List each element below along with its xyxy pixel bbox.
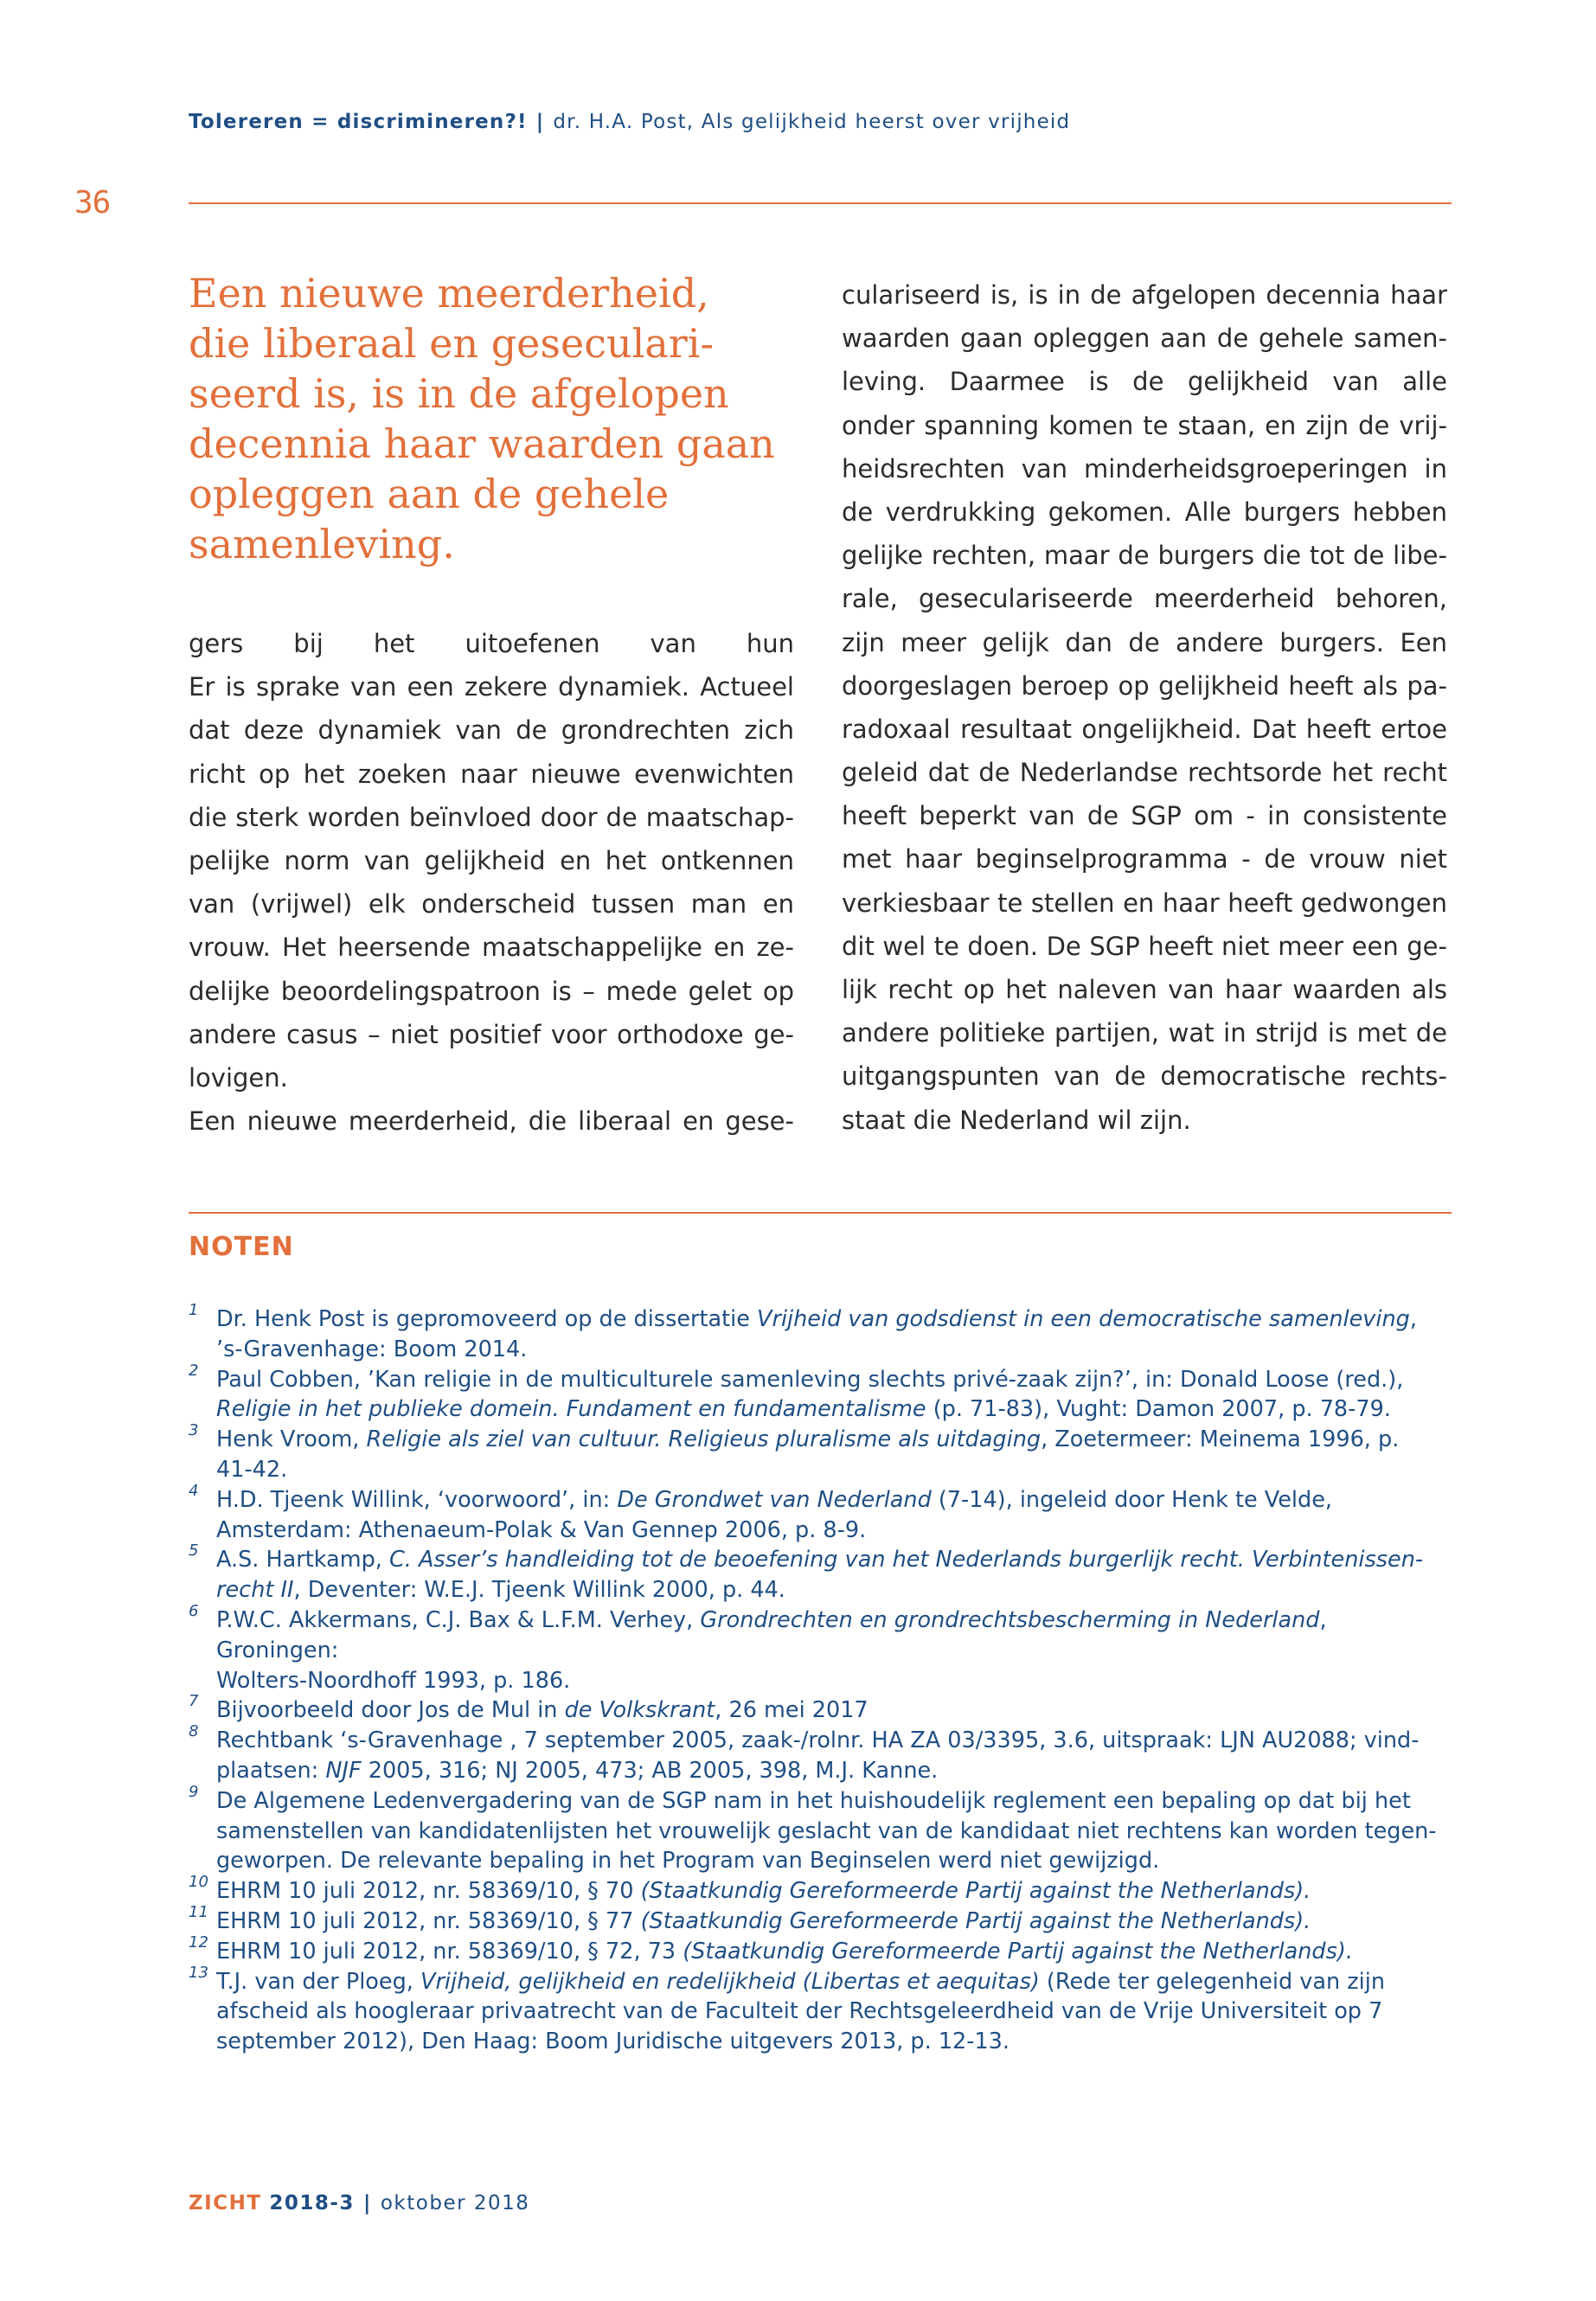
footnote [189, 1301, 1452, 1365]
footnote-text: , Deventer: W.E.J. Tjeenk Willink 2000, p. 44. [293, 1577, 785, 1604]
body-line: andere politieke partijen, wat in strijd is met de [842, 1018, 1447, 1048]
body-line: zijn meer gelijk dan de andere burgers. Een [842, 627, 1447, 657]
notes-rule [189, 1212, 1452, 1214]
footnote-text: , Groningen: [216, 1606, 1327, 1663]
footnote-text: De Algemene Ledenvergadering van de SGP nam in het huishoudelijk reglement een bepaling op dat bij het [216, 1787, 1411, 1814]
footnote-italic-text: De Grondwet van Nederland [617, 1486, 932, 1513]
footnote-italic-text: recht II [216, 1577, 294, 1604]
footnote-italic-text: NJF [325, 1757, 362, 1784]
footnote [189, 1481, 1452, 1546]
footnote-number: 10 [189, 1873, 208, 1892]
pull-quote-line: samenleving. [189, 521, 455, 567]
footnote-number: 4 [189, 1481, 199, 1500]
body-line: die sterk worden beïnvloed door de maatschap- [189, 802, 794, 832]
pull-quote-line: decennia haar waarden gaan [189, 420, 775, 467]
footnote-text: Amsterdam: Athenaeum-Polak & Van Gennep 2006, p. 8-9. [216, 1516, 867, 1543]
footnote-text: , 26 mei 2017 [715, 1697, 869, 1724]
body-line: rale, geseculariseerde meerderheid behoren, [842, 584, 1447, 614]
footnote-text: Rechtbank ‘s-Gravenhage , 7 september 2005, zaak-/rolnr. HA ZA 03/3395, 3.6, uitspraak: LJN AU2088; vind- [216, 1727, 1420, 1754]
header-rule [189, 202, 1452, 204]
body-line: Een nieuwe meerderheid, die liberaal en gese- [189, 1106, 794, 1137]
body-line: andere casus – niet positief voor orthodoxe ge- [189, 1019, 794, 1049]
body-line: doorgeslagen beroep op gelijkheid heeft als pa- [842, 670, 1447, 701]
footnote [189, 1963, 1452, 2057]
footer-brand: ZICHT [189, 2192, 262, 2214]
body-line: leving. Daarmee is de gelijkheid van alle [842, 367, 1447, 397]
header-subtitle: dr. H.A. Post, Als gelijkheid heerst over vrijheid [553, 111, 1071, 133]
body-line: gers bij het uitoefenen van hun [189, 629, 794, 658]
body-line: pelijke norm van gelijkheid en het ontkennen [189, 845, 794, 875]
footnote-line [216, 1967, 1452, 1997]
body-line: met haar beginselprogramma - de vrouw niet [842, 844, 1447, 875]
footnote [189, 1782, 1452, 1876]
body-line: lijk recht op het naleven van haar waarden als [842, 975, 1447, 1004]
body-line: richt op het zoeken naar nieuwe evenwichten [189, 759, 794, 789]
footnote-number: 9 [189, 1782, 199, 1801]
body-line: gelijke rechten, maar de burgers die tot de libe- [842, 541, 1447, 571]
footnote-text: , Zoetermeer: Meinema 1996, p. [1041, 1426, 1400, 1453]
body-line: culariseerd is, is in de afgelopen decennia haar [842, 280, 1447, 310]
footnote-number: 11 [189, 1902, 208, 1921]
body-line: de verdrukking gekomen. Alle burgers hebben [842, 497, 1447, 527]
footnote-text: A.S. Hartkamp, [216, 1547, 389, 1574]
footnote-line [216, 1997, 1452, 2027]
footnote-text: 41-42. [216, 1456, 288, 1483]
body-line: van (vrijwel) elk onderscheid tussen man en [189, 889, 794, 920]
running-header [189, 111, 1452, 133]
pull-quote [189, 268, 794, 569]
footnote-text: 2005, 316; NJ 2005, 473; AB 2005, 398, M.J. Kanne. [361, 1757, 939, 1784]
footnote [189, 1601, 1452, 1695]
footnote-line [216, 1516, 1452, 1546]
footnote [189, 1932, 1452, 1967]
footnote-italic-text: de Volkskrant [564, 1697, 715, 1724]
footnote-line [216, 1606, 1452, 1666]
body-line: heeft beperkt van de SGP om - in consistente [842, 801, 1447, 831]
body-column-right [842, 273, 1447, 1142]
footnote [189, 1541, 1452, 1606]
footnote-number: 7 [189, 1692, 199, 1711]
footnote-text: Bijvoorbeeld door Jos de Mul in [216, 1697, 565, 1724]
pull-quote-line: opleggen aan de gehele [189, 471, 670, 517]
body-line: radoxaal resultaat ongelijkheid. Dat heeft ertoe [842, 714, 1447, 744]
body-line: heidsrechten van minderheidsgroeperingen in [842, 453, 1447, 484]
footnote-text: P.W.C. Akkermans, C.J. Bax & L.F.M. Verhey, [216, 1606, 701, 1633]
body-line: waarden gaan opleggen aan de gehele samen- [842, 324, 1447, 354]
footnote-line [216, 1304, 1452, 1335]
footnote-number: 13 [189, 1963, 208, 1982]
header-title: Tolereren = discrimineren?! [189, 111, 528, 133]
footnote-text: EHRM 10 juli 2012, nr. 58369/10, § 72, 73 [216, 1938, 683, 1965]
footnote-text: (p. 71-83), Vught: Damon 2007, p. 78-79. [926, 1396, 1391, 1423]
footer-issue: 2018-3 [269, 2192, 355, 2214]
footnote-text: (7-14), ingeleid door Henk te Velde, [931, 1486, 1332, 1513]
footnote-italic-text: Vrijheid, gelijkheid en redelijkheid (Libertas et aequitas) [420, 1968, 1040, 1995]
footnote-line [216, 1575, 1452, 1606]
footer-separator: | [362, 2192, 372, 2214]
pull-quote-line: seerd is, is in de afgelopen [189, 370, 729, 417]
pull-quote-line: Een nieuwe meerderheid, [189, 270, 709, 317]
footnote-text: (Rede ter gelegenheid van zijn [1039, 1968, 1386, 1995]
footnote-line [216, 1756, 1452, 1786]
footnote-text: Paul Cobben, ’Kan religie in de multiculturele samenleving slechts privé-zaak zijn?’, in: Donald Loose (red.), [216, 1366, 1404, 1393]
footnote-text: september 2012), Den Haag: Boom Juridische uitgevers 2013, p. 12-13. [216, 2029, 1010, 2055]
notes-title: NOTEN [189, 1232, 294, 1262]
footnote-text: Dr. Henk Post is gepromoveerd op de dissertatie [216, 1306, 758, 1332]
body-line: Er is sprake van een zekere dynamiek. Actueel [189, 672, 794, 702]
footnote-line [216, 1817, 1452, 1847]
footnote-italic-text: C. Asser’s handleiding tot de beoefening van het Nederlands burgerlijk recht. Verbintenissen- [388, 1547, 1424, 1574]
footnote-number: 2 [189, 1361, 199, 1380]
footnote-line [216, 1937, 1452, 1967]
footnote-text: ’s-Gravenhage: Boom 2014. [216, 1336, 528, 1362]
footnote-line [216, 1455, 1452, 1485]
body-line: onder spanning komen te staan, en zijn de vrij- [842, 410, 1447, 440]
footnote-text: Wolters-Noordhoff 1993, p. 186. [216, 1667, 571, 1694]
footnote-line [216, 1545, 1452, 1575]
footnote-number: 5 [189, 1541, 199, 1561]
footnote-line [216, 1394, 1452, 1425]
pull-quote-line: die liberaal en geseculari- [189, 320, 715, 367]
footnote-text: plaatsen: [216, 1757, 326, 1784]
footnote-italic-text: (Staatkundig Gereformeerde Partij against the Netherlands). [683, 1938, 1353, 1965]
footnote-italic-text: (Staatkundig Gereformeerde Partij against the Netherlands). [640, 1878, 1311, 1905]
footnote-italic-text: (Staatkundig Gereformeerde Partij against the Netherlands). [640, 1907, 1311, 1934]
footnote-text: T.J. van der Ploeg, [216, 1968, 420, 1995]
footnote-line [216, 1846, 1452, 1876]
footnote-line [216, 2027, 1452, 2057]
footnote-text: samenstellen van kandidatenlijsten het vrouwelijk geslacht van de kandidaat niet rechtens kan worden tegen- [216, 1817, 1437, 1844]
footnote-text: EHRM 10 juli 2012, nr. 58369/10, § 77 [216, 1907, 641, 1934]
footnote-text: afscheid als hoogleraar privaatrecht van de Faculteit der Rechtsgeleerdheid van de Vrije Universiteit op 7 [216, 1998, 1383, 2025]
body-line: vrouw. Het heersende maatschappelijke en ze- [189, 933, 794, 963]
footnote-line [216, 1485, 1452, 1516]
footnote-italic-text: Religie als ziel van cultuur. Religieus pluralisme als uitdaging [366, 1426, 1042, 1453]
header-separator: | [535, 111, 545, 133]
body-line: uitgangspunten van de democratische rechts- [842, 1061, 1447, 1092]
footnote-number: 1 [189, 1301, 199, 1319]
body-line: staat die Nederland wil zijn. [842, 1105, 1191, 1135]
footnote-line [216, 1726, 1452, 1756]
footnote-line [216, 1666, 1452, 1696]
notes-list [189, 1301, 1452, 2057]
footnote-number: 3 [189, 1421, 199, 1440]
footnote-text: Henk Vroom, [216, 1426, 367, 1453]
footnote [189, 1873, 1452, 1907]
body-line: geleid dat de Nederlandse rechtsorde het recht [842, 758, 1447, 788]
footnote-line [216, 1425, 1452, 1455]
footnote-italic-text: Vrijheid van godsdienst in een democratische samenleving [757, 1306, 1410, 1332]
footnote [189, 1361, 1452, 1426]
footnote [189, 1902, 1452, 1937]
footnote [189, 1722, 1452, 1786]
footnote [189, 1421, 1452, 1485]
footnote-number: 12 [189, 1932, 208, 1952]
body-line: dit wel te doen. De SGP heeft niet meer een ge- [842, 931, 1447, 961]
page-number: 36 [74, 185, 111, 221]
footnote-italic-text: Religie in het publieke domein. Fundament en fundamentalisme [216, 1396, 926, 1423]
footnote-line [216, 1907, 1452, 1937]
footnote-text: geworpen. De relevante bepaling in het Program van Beginselen werd niet gewijzigd. [216, 1848, 1160, 1875]
footnote-number: 6 [189, 1601, 199, 1620]
footnote-text: H.D. Tjeenk Willink, ‘voorwoord’, in: [216, 1486, 618, 1513]
body-line: verkiesbaar te stellen en haar heeft gedwongen [842, 888, 1447, 918]
footnote-text: , [1409, 1306, 1417, 1332]
footer-date: oktober 2018 [380, 2192, 530, 2214]
footnote-line [216, 1365, 1452, 1395]
body-line: delijke beoordelingspatroon is – mede gelet op [189, 976, 794, 1006]
footnote-line [216, 1786, 1452, 1817]
footer [189, 2192, 529, 2214]
body-column-left [189, 622, 794, 1143]
body-line: lovigen. [189, 1062, 288, 1093]
footnote [189, 1692, 1452, 1726]
footnote-line [216, 1695, 1452, 1726]
footnote-text: EHRM 10 juli 2012, nr. 58369/10, § 70 [216, 1878, 641, 1905]
footnote-line [216, 1876, 1452, 1907]
body-line: dat deze dynamiek van de grondrechten zich [189, 715, 794, 746]
footnote-line [216, 1335, 1452, 1365]
footnote-number: 8 [189, 1722, 199, 1741]
footnote-italic-text: Grondrechten en grondrechtsbescherming in Nederland [700, 1606, 1320, 1633]
